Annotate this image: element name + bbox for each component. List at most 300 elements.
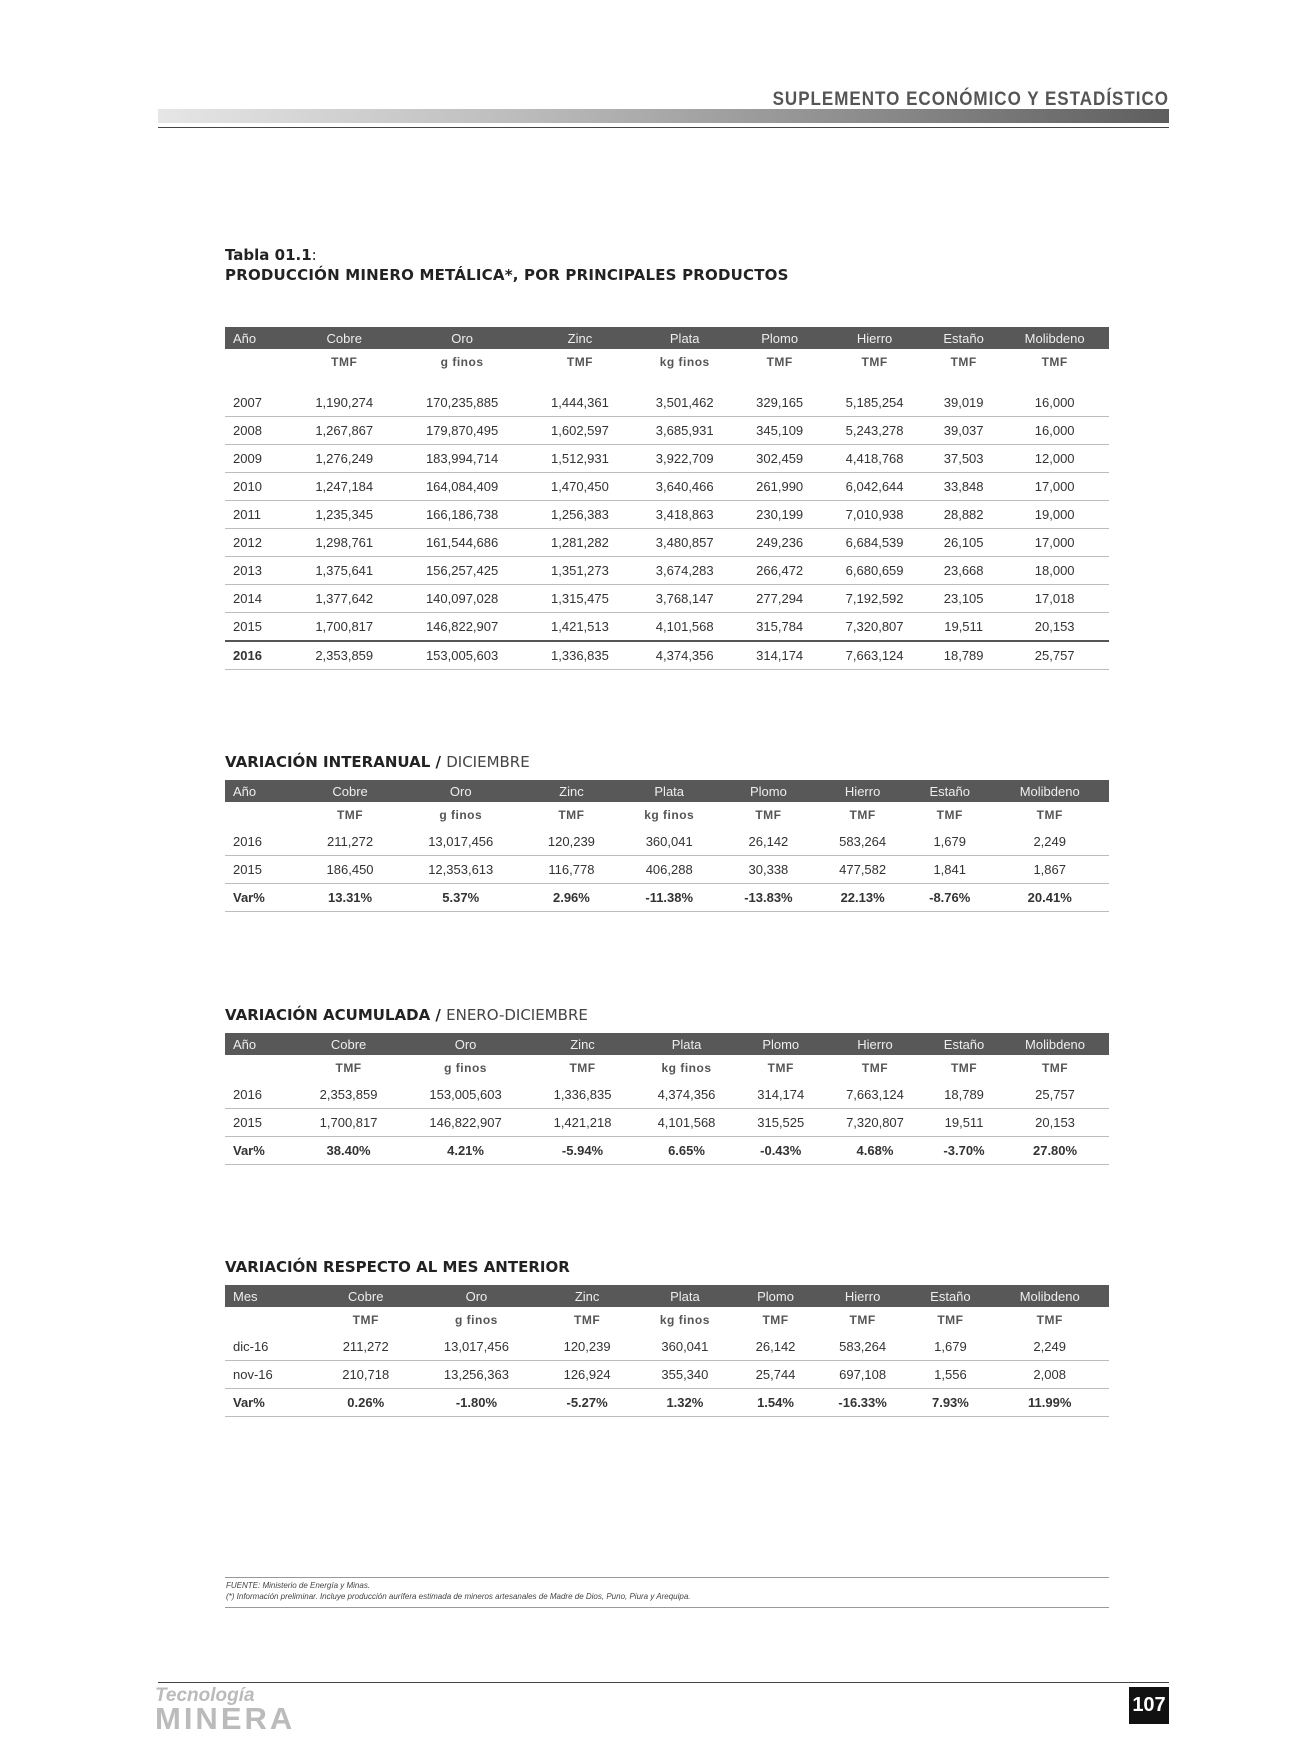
value-cell: 314,174 — [737, 641, 822, 670]
value-cell: 18,789 — [927, 641, 1000, 670]
unit-label: TMF — [331, 355, 358, 369]
row-label-cell: 2016 — [225, 641, 292, 670]
value-cell: 355,340 — [634, 1361, 737, 1389]
value-cell: 18,789 — [927, 1081, 1001, 1109]
value-cell: 583,264 — [815, 1333, 911, 1361]
table-units-row — [225, 802, 1109, 828]
unit-label: TMF — [574, 1313, 601, 1327]
column-header: Estaño — [927, 327, 1000, 349]
table-row — [225, 445, 1109, 473]
value-cell: 3,674,283 — [632, 557, 737, 585]
header-gradient-bar — [158, 109, 1169, 123]
value-cell: 170,235,885 — [397, 389, 528, 417]
column-header: Plata — [635, 1033, 739, 1055]
table-row — [225, 529, 1109, 557]
column-header: Zinc — [528, 327, 633, 349]
footer-rule — [225, 1607, 1109, 1608]
unit-label: TMF — [755, 808, 782, 822]
value-cell: 156,257,425 — [397, 557, 528, 585]
value-cell: 3,480,857 — [632, 529, 737, 557]
unit-label: TMF — [766, 355, 793, 369]
column-header: Estaño — [910, 1285, 990, 1307]
value-cell: 1,267,867 — [292, 417, 397, 445]
column-header: Plomo — [721, 780, 817, 802]
value-cell: -5.27% — [541, 1389, 634, 1417]
value-cell: 13,017,456 — [396, 828, 525, 856]
value-cell: 26,142 — [721, 828, 817, 856]
table-row — [225, 417, 1109, 445]
unit-label: TMF — [936, 808, 963, 822]
value-cell: 11.99% — [990, 1389, 1109, 1417]
value-cell: 1,377,642 — [292, 585, 397, 613]
value-cell: 4.21% — [401, 1137, 531, 1165]
value-cell: 37,503 — [927, 445, 1000, 473]
table-header-row — [225, 1285, 1109, 1307]
value-cell: 23,105 — [927, 585, 1000, 613]
table1-subtitle: PRODUCCIÓN MINERO METÁLICA*, POR PRINCIPALES PRODUCTOS — [225, 266, 789, 284]
column-header: Cobre — [319, 1285, 412, 1307]
page-number: 107 — [1129, 1687, 1169, 1724]
column-header: Plata — [618, 780, 721, 802]
cumulative-variation-table — [225, 1033, 1109, 1165]
value-cell: 12,000 — [1000, 445, 1109, 473]
value-cell: 406,288 — [618, 856, 721, 884]
row-label-cell: 2015 — [225, 1109, 297, 1137]
value-cell: 1,351,273 — [528, 557, 633, 585]
source-notes — [226, 1580, 691, 1602]
value-cell: 25,744 — [736, 1361, 815, 1389]
table-units-row — [225, 1055, 1109, 1081]
value-cell: 4,101,568 — [635, 1109, 739, 1137]
table-row — [225, 884, 1109, 912]
value-cell: 211,272 — [304, 828, 397, 856]
value-cell: 1,281,282 — [528, 529, 633, 557]
row-label-cell: 2009 — [225, 445, 292, 473]
column-header: Plata — [634, 1285, 737, 1307]
unit-label: TMF — [335, 1061, 362, 1075]
table1-label: Tabla 01.1 — [225, 246, 312, 264]
value-cell: 1.32% — [634, 1389, 737, 1417]
unit-label: TMF — [767, 1061, 794, 1075]
value-cell: 23,668 — [927, 557, 1000, 585]
table-units-row — [225, 1307, 1109, 1333]
value-cell: -8.76% — [909, 884, 990, 912]
value-cell: 7,320,807 — [823, 1109, 927, 1137]
table3-title — [225, 1006, 588, 1024]
value-cell: 19,511 — [927, 613, 1000, 642]
value-cell: 3,640,466 — [632, 473, 737, 501]
value-cell: 2,008 — [990, 1361, 1109, 1389]
value-cell: 2,249 — [990, 828, 1109, 856]
table2-title — [225, 753, 530, 771]
unit-label: TMF — [566, 355, 594, 369]
value-cell: 18,000 — [1000, 557, 1109, 585]
unit-label — [225, 1055, 297, 1081]
column-header: Año — [225, 327, 292, 349]
table-header-row — [225, 780, 1109, 802]
value-cell: 210,718 — [319, 1361, 412, 1389]
table-row — [225, 828, 1109, 856]
value-cell: 5,185,254 — [822, 389, 927, 417]
unit-label: kg finos — [659, 1313, 710, 1327]
value-cell: 1,336,835 — [528, 641, 633, 670]
value-cell: 25,757 — [1000, 641, 1109, 670]
value-cell: 4.68% — [823, 1137, 927, 1165]
table-row — [225, 1389, 1109, 1417]
unit-label — [225, 802, 304, 828]
value-cell: 2,353,859 — [292, 641, 397, 670]
value-cell: 7,663,124 — [823, 1081, 927, 1109]
table-header-row — [225, 1033, 1109, 1055]
table-header-row — [225, 327, 1109, 349]
table-row — [225, 1137, 1109, 1165]
value-cell: 6.65% — [635, 1137, 739, 1165]
row-label-cell: nov-16 — [225, 1361, 319, 1389]
column-header: Cobre — [304, 780, 397, 802]
column-header: Hierro — [815, 1285, 911, 1307]
table2-title-main: VARIACIÓN INTERANUAL / — [225, 753, 441, 771]
value-cell: 17,000 — [1000, 529, 1109, 557]
value-cell: 179,870,495 — [397, 417, 528, 445]
value-cell: 302,459 — [737, 445, 822, 473]
value-cell: 1,867 — [990, 856, 1109, 884]
value-cell: 7,010,938 — [822, 501, 927, 529]
column-header: Mes — [225, 1285, 319, 1307]
value-cell: 19,000 — [1000, 501, 1109, 529]
column-header: Hierro — [816, 780, 909, 802]
value-cell: 20.41% — [990, 884, 1109, 912]
column-header: Año — [225, 780, 304, 802]
row-label-cell: 2016 — [225, 828, 304, 856]
value-cell: 22.13% — [816, 884, 909, 912]
spacer-row — [225, 375, 1109, 389]
value-cell: 360,041 — [634, 1333, 737, 1361]
table2-title-sub: DICIEMBRE — [446, 753, 530, 771]
value-cell: 1,235,345 — [292, 501, 397, 529]
unit-label: kg finos — [644, 808, 695, 822]
unit-label: TMF — [569, 1061, 596, 1075]
table-row — [225, 641, 1109, 670]
unit-label: TMF — [849, 808, 876, 822]
value-cell: 120,239 — [525, 828, 618, 856]
column-header: Oro — [412, 1285, 541, 1307]
value-cell: 1,602,597 — [528, 417, 633, 445]
table1-colon: : — [311, 246, 317, 264]
table-row — [225, 389, 1109, 417]
value-cell: 249,236 — [737, 529, 822, 557]
column-header: Molibdeno — [990, 1285, 1109, 1307]
value-cell: 16,000 — [1000, 389, 1109, 417]
value-cell: 230,199 — [737, 501, 822, 529]
value-cell: 161,544,686 — [397, 529, 528, 557]
row-label-cell: 2007 — [225, 389, 292, 417]
table-row — [225, 557, 1109, 585]
value-cell: -11.38% — [618, 884, 721, 912]
value-cell: 26,105 — [927, 529, 1000, 557]
value-cell: 17,000 — [1000, 473, 1109, 501]
value-cell: 1,700,817 — [292, 613, 397, 642]
value-cell: 1,421,513 — [528, 613, 633, 642]
column-header: Molibdeno — [990, 780, 1109, 802]
value-cell: 19,511 — [927, 1109, 1001, 1137]
column-header: Molibdeno — [1000, 327, 1109, 349]
row-label-cell: 2011 — [225, 501, 292, 529]
value-cell: -5.94% — [531, 1137, 635, 1165]
value-cell: 345,109 — [737, 417, 822, 445]
value-cell: 13.31% — [304, 884, 397, 912]
table-row — [225, 1109, 1109, 1137]
value-cell: 116,778 — [525, 856, 618, 884]
value-cell: 3,501,462 — [632, 389, 737, 417]
table4-title — [225, 1258, 570, 1276]
value-cell: 1,298,761 — [292, 529, 397, 557]
table-row — [225, 1333, 1109, 1361]
value-cell: 697,108 — [815, 1361, 911, 1389]
column-header: Hierro — [823, 1033, 927, 1055]
value-cell: 1,375,641 — [292, 557, 397, 585]
value-cell: 477,582 — [816, 856, 909, 884]
value-cell: 6,680,659 — [822, 557, 927, 585]
table-row — [225, 473, 1109, 501]
value-cell: 1,190,274 — [292, 389, 397, 417]
unit-label: TMF — [861, 1061, 889, 1075]
value-cell: 1,700,817 — [297, 1109, 401, 1137]
row-label-cell: 2016 — [225, 1081, 297, 1109]
value-cell: 3,768,147 — [632, 585, 737, 613]
value-cell: 1,470,450 — [528, 473, 633, 501]
value-cell: 314,174 — [739, 1081, 824, 1109]
unit-label: kg finos — [661, 1061, 712, 1075]
value-cell: 3,685,931 — [632, 417, 737, 445]
table-units-row — [225, 349, 1109, 375]
value-cell: 1.54% — [736, 1389, 815, 1417]
value-cell: -1.80% — [412, 1389, 541, 1417]
monthly-variation-table — [225, 1285, 1109, 1417]
unit-label: TMF — [950, 355, 977, 369]
value-cell: 186,450 — [304, 856, 397, 884]
value-cell: 2.96% — [525, 884, 618, 912]
unit-label: TMF — [762, 1313, 789, 1327]
row-label-cell: 2015 — [225, 613, 292, 642]
logo-line1: Tecnología — [155, 1685, 255, 1706]
value-cell: 27.80% — [1001, 1137, 1109, 1165]
value-cell: 583,264 — [816, 828, 909, 856]
value-cell: 7.93% — [910, 1389, 990, 1417]
value-cell: 7,192,592 — [822, 585, 927, 613]
value-cell: 13,017,456 — [412, 1333, 541, 1361]
unit-label: TMF — [1036, 808, 1063, 822]
value-cell: 1,556 — [910, 1361, 990, 1389]
value-cell: 126,924 — [541, 1361, 634, 1389]
column-header: Zinc — [525, 780, 618, 802]
value-cell: 5.37% — [396, 884, 525, 912]
row-label-cell: 2013 — [225, 557, 292, 585]
value-cell: 30,338 — [721, 856, 817, 884]
value-cell: 38.40% — [297, 1137, 401, 1165]
unit-label: TMF — [1041, 1061, 1069, 1075]
column-header: Oro — [397, 327, 528, 349]
unit-label: TMF — [861, 355, 888, 369]
value-cell: 164,084,409 — [397, 473, 528, 501]
column-header: Molibdeno — [1001, 1033, 1109, 1055]
table3-title-main: VARIACIÓN ACUMULADA / — [225, 1006, 441, 1024]
column-header: Plomo — [736, 1285, 815, 1307]
value-cell: 1,841 — [909, 856, 990, 884]
unit-label: TMF — [1036, 1313, 1063, 1327]
bottom-rule — [158, 1682, 1169, 1683]
unit-label: g finos — [444, 1061, 487, 1075]
value-cell: 1,276,249 — [292, 445, 397, 473]
unit-label: TMF — [937, 1313, 964, 1327]
row-label-cell: Var% — [225, 1389, 319, 1417]
unit-label: TMF — [849, 1313, 876, 1327]
column-header: Hierro — [822, 327, 927, 349]
unit-label: TMF — [352, 1313, 379, 1327]
note-line: (*) Información preliminar. Incluye producción aurífera estimada de mineros artesanales de Madre de Dios, Puno, Piura y Arequipa. — [226, 1592, 691, 1601]
table-row — [225, 501, 1109, 529]
value-cell: 315,784 — [737, 613, 822, 642]
value-cell: 39,019 — [927, 389, 1000, 417]
value-cell: 266,472 — [737, 557, 822, 585]
column-header: Estaño — [927, 1033, 1001, 1055]
table-row — [225, 613, 1109, 642]
value-cell: 1,444,361 — [528, 389, 633, 417]
value-cell: 3,922,709 — [632, 445, 737, 473]
value-cell: 4,418,768 — [822, 445, 927, 473]
value-cell: 4,101,568 — [632, 613, 737, 642]
value-cell: 360,041 — [618, 828, 721, 856]
value-cell: 277,294 — [737, 585, 822, 613]
table4-title-main: VARIACIÓN RESPECTO AL MES ANTERIOR — [225, 1258, 570, 1276]
footer-rule — [225, 1577, 1109, 1578]
table-row — [225, 856, 1109, 884]
unit-label: TMF — [336, 808, 364, 822]
tecnologia-minera-logo — [155, 1685, 296, 1736]
value-cell: 4,374,356 — [635, 1081, 739, 1109]
value-cell: 6,042,644 — [822, 473, 927, 501]
row-label-cell: 2012 — [225, 529, 292, 557]
column-header: Plomo — [737, 327, 822, 349]
value-cell: 146,822,907 — [397, 613, 528, 642]
value-cell: 166,186,738 — [397, 501, 528, 529]
logo-line2: MINERA — [155, 1701, 296, 1736]
value-cell: 5,243,278 — [822, 417, 927, 445]
value-cell: 146,822,907 — [401, 1109, 531, 1137]
unit-label: g finos — [440, 355, 484, 369]
value-cell: 13,256,363 — [412, 1361, 541, 1389]
column-header: Oro — [396, 780, 525, 802]
row-label-cell: Var% — [225, 884, 304, 912]
interannual-variation-table — [225, 780, 1109, 912]
column-header: Plata — [632, 327, 737, 349]
value-cell: 2,353,859 — [297, 1081, 401, 1109]
value-cell: 329,165 — [737, 389, 822, 417]
value-cell: -13.83% — [721, 884, 817, 912]
spacer-cell — [225, 375, 1109, 389]
value-cell: 12,353,613 — [396, 856, 525, 884]
table-row — [225, 585, 1109, 613]
row-label-cell: 2010 — [225, 473, 292, 501]
value-cell: 20,153 — [1000, 613, 1109, 642]
value-cell: 1,512,931 — [528, 445, 633, 473]
value-cell: 16,000 — [1000, 417, 1109, 445]
value-cell: 315,525 — [739, 1109, 824, 1137]
column-header: Año — [225, 1033, 297, 1055]
row-label-cell: dic-16 — [225, 1333, 319, 1361]
unit-label: g finos — [439, 808, 483, 822]
value-cell: 39,037 — [927, 417, 1000, 445]
table3-title-sub: ENERO-DICIEMBRE — [446, 1006, 588, 1024]
value-cell: 1,336,835 — [531, 1081, 635, 1109]
value-cell: -3.70% — [927, 1137, 1001, 1165]
value-cell: 7,663,124 — [822, 641, 927, 670]
column-header: Zinc — [541, 1285, 634, 1307]
value-cell: 1,421,218 — [531, 1109, 635, 1137]
value-cell: 28,882 — [927, 501, 1000, 529]
value-cell: 1,679 — [909, 828, 990, 856]
value-cell: 1,315,475 — [528, 585, 633, 613]
value-cell: 183,994,714 — [397, 445, 528, 473]
value-cell: 7,320,807 — [822, 613, 927, 642]
value-cell: 17,018 — [1000, 585, 1109, 613]
row-label-cell: 2008 — [225, 417, 292, 445]
value-cell: 1,679 — [910, 1333, 990, 1361]
production-table — [225, 327, 1109, 670]
value-cell: 26,142 — [736, 1333, 815, 1361]
value-cell: 20,153 — [1001, 1109, 1109, 1137]
value-cell: 153,005,603 — [397, 641, 528, 670]
column-header: Cobre — [292, 327, 397, 349]
value-cell: 4,374,356 — [632, 641, 737, 670]
value-cell: 0.26% — [319, 1389, 412, 1417]
column-header: Zinc — [531, 1033, 635, 1055]
value-cell: 2,249 — [990, 1333, 1109, 1361]
value-cell: 140,097,028 — [397, 585, 528, 613]
supplement-header-title: SUPLEMENTO ECONÓMICO Y ESTADÍSTICO — [772, 87, 1169, 110]
table-row — [225, 1361, 1109, 1389]
column-header: Cobre — [297, 1033, 401, 1055]
value-cell: 1,247,184 — [292, 473, 397, 501]
value-cell: 153,005,603 — [401, 1081, 531, 1109]
unit-label — [225, 349, 292, 375]
column-header: Estaño — [909, 780, 990, 802]
unit-label: TMF — [558, 808, 585, 822]
value-cell: 25,757 — [1001, 1081, 1109, 1109]
unit-label: g finos — [455, 1313, 498, 1327]
unit-label — [225, 1307, 319, 1333]
unit-label: TMF — [1041, 355, 1068, 369]
value-cell: 1,256,383 — [528, 501, 633, 529]
table1-title — [225, 246, 789, 284]
column-header: Plomo — [739, 1033, 824, 1055]
unit-label: TMF — [950, 1061, 978, 1075]
value-cell: 33,848 — [927, 473, 1000, 501]
value-cell: -0.43% — [739, 1137, 824, 1165]
source-line: FUENTE: Ministerio de Energía y Minas. — [226, 1581, 371, 1590]
column-header: Oro — [401, 1033, 531, 1055]
row-label-cell: Var% — [225, 1137, 297, 1165]
value-cell: 3,418,863 — [632, 501, 737, 529]
value-cell: 6,684,539 — [822, 529, 927, 557]
row-label-cell: 2015 — [225, 856, 304, 884]
value-cell: -16.33% — [815, 1389, 911, 1417]
value-cell: 261,990 — [737, 473, 822, 501]
table-row — [225, 1081, 1109, 1109]
value-cell: 120,239 — [541, 1333, 634, 1361]
unit-label: kg finos — [659, 355, 710, 369]
header-rule — [158, 127, 1169, 128]
value-cell: 211,272 — [319, 1333, 412, 1361]
